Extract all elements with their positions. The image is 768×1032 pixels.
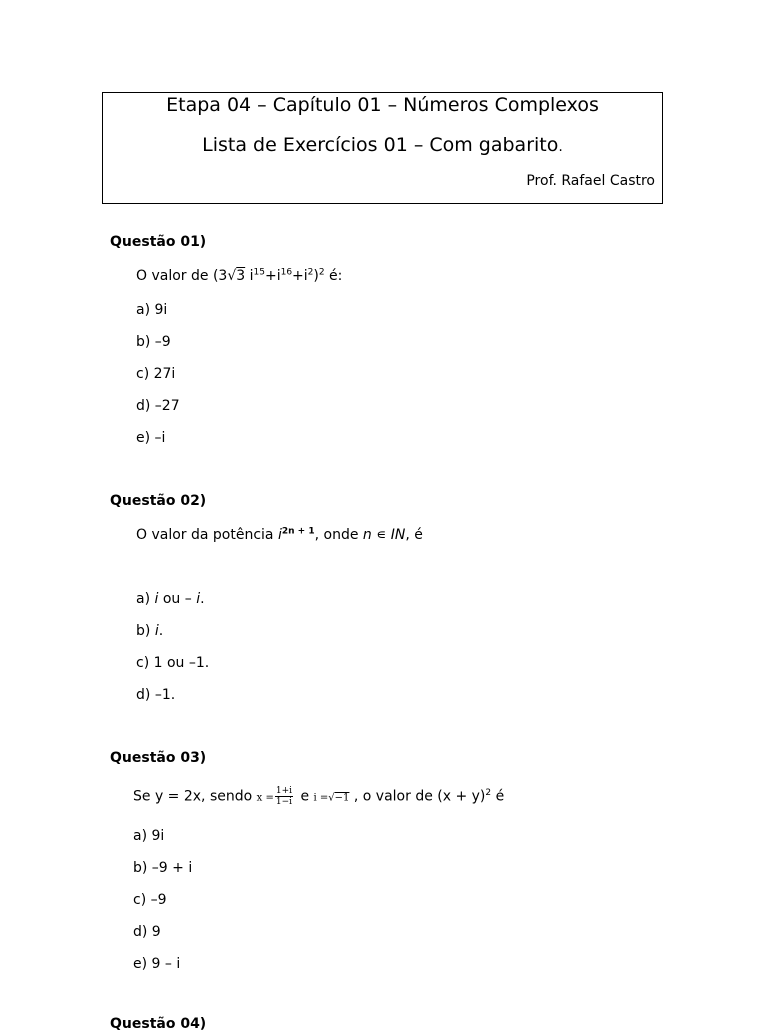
option-part: ou – — [158, 591, 197, 607]
question-02-stem — [136, 527, 423, 543]
q3-stem-end: é — [491, 788, 505, 805]
sqrt-sign: √ — [227, 268, 237, 284]
option-letter: c) — [136, 655, 154, 671]
q2-base-i: i — [277, 527, 282, 543]
q2-stem-pre: O valor da potência — [136, 527, 278, 543]
option-part: . — [200, 591, 205, 607]
question-03-stem — [133, 786, 504, 807]
option-part: –1. — [154, 687, 176, 703]
q1-stem-p2: +i — [292, 268, 308, 284]
q1-option-e: e) –i — [136, 430, 166, 446]
q2-var-n: n — [362, 527, 372, 543]
q1-exp-15: 15 — [253, 267, 265, 278]
option-part: i — [154, 623, 159, 639]
q3-option-a: a) 9i — [133, 828, 165, 844]
q2-option-a — [136, 591, 205, 607]
q2-option-d — [136, 687, 175, 703]
q1-stem-p3: ) — [313, 268, 319, 284]
document-subtitle — [103, 134, 662, 156]
q3-stem-mid: e — [296, 788, 314, 805]
fraction — [275, 786, 293, 807]
q1-option-b: b) –9 — [136, 334, 171, 350]
q1-exp-2b: 2 — [318, 267, 325, 278]
q1-option-d: d) –27 — [136, 398, 180, 414]
fraction-denominator: 1−i — [275, 797, 293, 807]
option-part: . — [158, 623, 164, 639]
q1-stem-pre: O valor de (3 — [136, 268, 228, 284]
q3-option-e: e) 9 – i — [133, 956, 181, 972]
q1-option-c: c) 27i — [136, 366, 176, 382]
option-letter: d) — [136, 687, 155, 703]
q3-option-c: c) –9 — [133, 892, 167, 908]
q1-option-a: a) 9i — [136, 302, 168, 318]
option-part: 1 ou –1. — [153, 655, 210, 671]
sqrt-argument: 3 — [236, 268, 246, 284]
q3-x-label: x = — [256, 792, 274, 804]
q3-option-b: b) –9 + i — [133, 860, 193, 876]
question-04-title: Questão 04) — [110, 1016, 207, 1032]
q3-stem-post: , o valor de (x + y) — [349, 788, 486, 805]
q2-exponent: 2n + 1 — [281, 526, 315, 537]
q2-option-b — [136, 623, 163, 639]
q3-stem-pre: Se y = 2x, sendo — [133, 788, 257, 805]
fraction-numerator: 1+i — [275, 786, 293, 796]
subtitle-dot: . — [558, 139, 563, 155]
option-part: i — [154, 591, 159, 607]
question-01-stem — [136, 268, 342, 284]
q1-exp-2a: 2 — [307, 267, 314, 278]
option-letter: b) — [136, 623, 155, 639]
q3-exp-2: 2 — [485, 787, 492, 798]
q2-option-c — [136, 655, 209, 671]
q1-stem-p1: +i — [264, 268, 281, 284]
question-03-title: Questão 03) — [110, 750, 207, 766]
option-part: i — [196, 591, 201, 607]
question-02-title: Questão 02) — [110, 493, 207, 509]
q2-stem-post: , é — [405, 527, 423, 543]
author-name: Prof. Rafael Castro — [526, 173, 655, 189]
question-01-title: Questão 01) — [110, 234, 207, 250]
document-title: Etapa 04 – Capítulo 01 – Números Complexos — [166, 94, 599, 116]
option-letter: a) — [136, 591, 155, 607]
sqrt-sign: √ — [328, 792, 335, 804]
element-of-symbol: ∊ — [371, 527, 391, 543]
sqrt-argument: −1 — [334, 792, 350, 804]
q1-stem-i1: i — [245, 268, 254, 284]
q3-option-d: d) 9 — [133, 924, 161, 940]
q1-stem-post: é: — [324, 268, 343, 284]
q3-i-label: i = — [313, 792, 329, 804]
subtitle-text: Lista de Exercícios 01 – Com gabarito — [202, 134, 559, 156]
q2-set-in: IN — [390, 527, 406, 543]
q1-exp-16: 16 — [280, 267, 293, 278]
q2-stem-mid: , onde — [314, 527, 363, 543]
header-box — [102, 92, 663, 204]
